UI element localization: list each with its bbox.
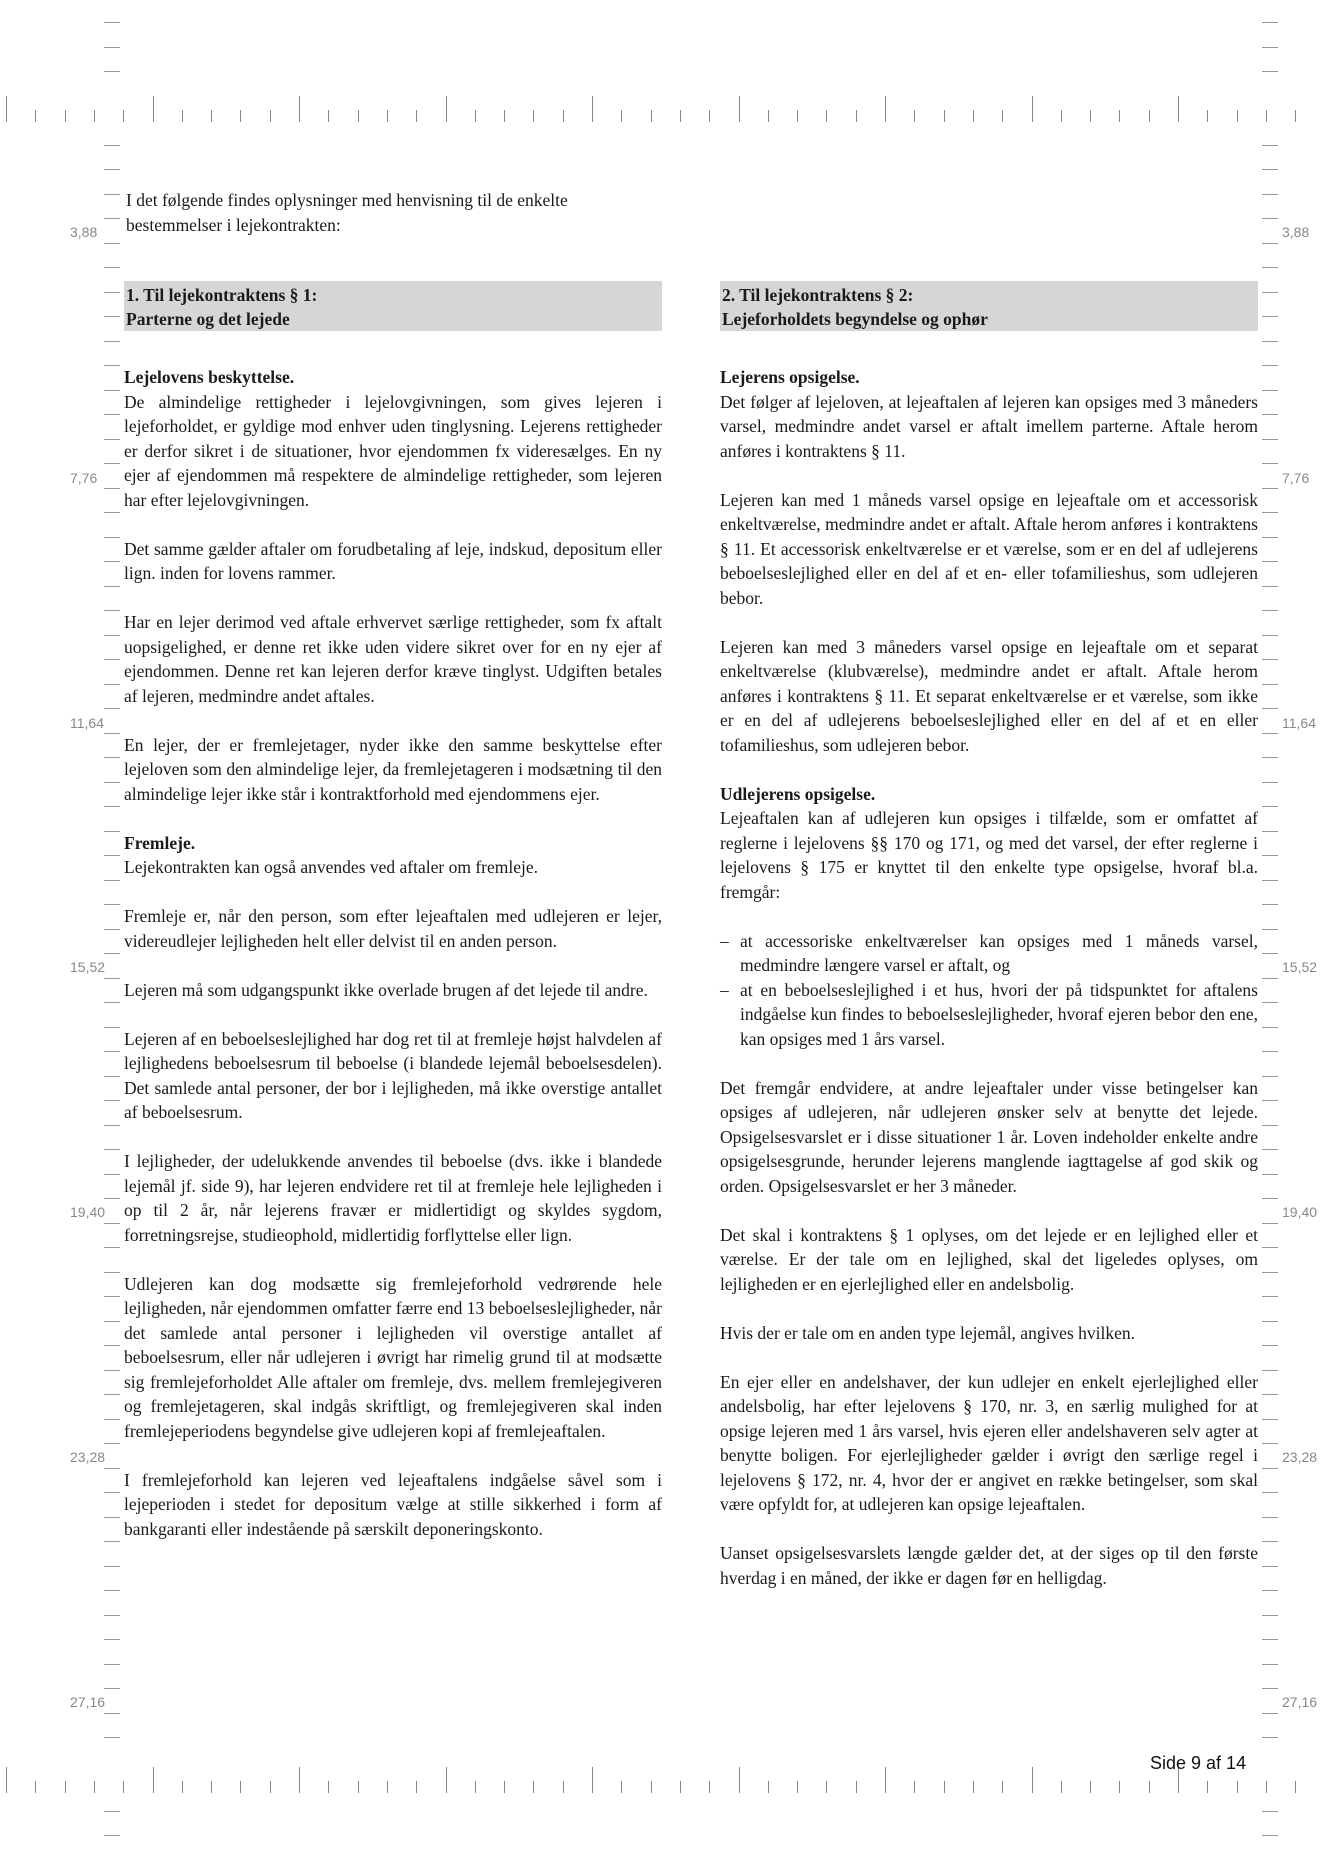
margin-guide-mark (104, 1345, 120, 1346)
ruler-minor-tick (1237, 1781, 1238, 1793)
margin-guide-mark (104, 684, 120, 685)
margin-mark-right: 27,16 (1282, 1694, 1318, 1710)
left-column (124, 281, 662, 1566)
ruler-minor-tick (1237, 110, 1238, 122)
margin-guide-mark (1262, 1247, 1278, 1248)
list-item: – at en beboelseslejlighed i et hus, hvori der på tidspunktet for aftalens indgåelse kun findes to beboelseslejligheder, hvoraf ejeren bebor den ene, kan opsiges med 1 års varsel. (720, 978, 1258, 1052)
margin-guide-mark (1262, 390, 1278, 391)
margin-guide-mark (1262, 1517, 1278, 1518)
ruler-minor-tick (387, 110, 388, 122)
margin-mark-left: 19,40 (70, 1204, 106, 1220)
ruler-minor-tick (1002, 110, 1003, 122)
margin-mark-right: 7,76 (1282, 470, 1310, 486)
margin-guide-mark (1262, 537, 1278, 538)
intro-text: I det følgende findes oplysninger med henvisning til de enkelte bestemmelser i lejekontrakten: (126, 190, 568, 235)
ruler-minor-tick (270, 1781, 271, 1793)
margin-guide-mark (104, 1713, 120, 1714)
ruler-minor-tick (1061, 1781, 1062, 1793)
paragraph: Lejeaftalen kan af udlejeren kun opsiges i tilfælde, som er omfattet af reglerne i lejelovens §§ 170 og 171, og med det varsel, der efter reglerne i lejelovens § 175 er knyttet til den enkelte type opsigelse, hvoraf bl.a. fremgår: (720, 808, 1258, 902)
margin-guide-mark (104, 267, 120, 268)
margin-guide-mark (104, 1247, 120, 1248)
ruler-minor-tick (651, 1781, 652, 1793)
subheading: Lejelovens beskyttelse. (124, 367, 295, 387)
margin-guide-mark (1262, 1615, 1278, 1616)
margin-guide-mark (1262, 439, 1278, 440)
ruler-major-tick (739, 96, 740, 122)
margin-guide-mark (104, 292, 120, 293)
margin-guide-mark (1262, 610, 1278, 611)
margin-guide-mark (104, 1811, 120, 1812)
ruler-minor-tick (475, 1781, 476, 1793)
ruler-minor-tick (1295, 1781, 1296, 1793)
margin-guide-mark (104, 635, 120, 636)
ruler-minor-tick (563, 110, 564, 122)
subheading: Udlejerens opsigelse. (720, 783, 876, 804)
margin-guide-mark (1262, 831, 1278, 832)
ruler-minor-tick (211, 110, 212, 122)
margin-guide-mark (1262, 1100, 1278, 1101)
margin-guide-mark (104, 243, 120, 244)
margin-guide-mark (104, 978, 120, 979)
margin-guide-mark (1262, 904, 1278, 905)
margin-guide-mark (104, 537, 120, 538)
margin-mark-left: 11,64 (70, 715, 104, 731)
margin-guide-mark (1262, 1272, 1278, 1273)
ruler-minor-tick (65, 110, 66, 122)
ruler-minor-tick (94, 1781, 95, 1793)
subheading: Fremleje. (124, 832, 196, 853)
margin-guide-mark (104, 145, 120, 146)
margin-guide-mark (1262, 1737, 1278, 1738)
margin-guide-mark (1262, 635, 1278, 636)
margin-guide-mark (1262, 1664, 1278, 1665)
ruler-minor-tick (680, 1781, 681, 1793)
margin-guide-mark (1262, 1835, 1278, 1836)
margin-guide-mark (104, 218, 120, 219)
ruler-minor-tick (826, 1781, 827, 1793)
margin-guide-mark (104, 561, 120, 562)
margin-guide-mark (104, 1198, 120, 1199)
top-ruler (0, 92, 1320, 122)
ruler-minor-tick (211, 1781, 212, 1793)
margin-guide-mark (104, 1296, 120, 1297)
margin-guide-mark (104, 1321, 120, 1322)
ruler-major-tick (739, 1767, 740, 1793)
margin-guide-mark (104, 1174, 120, 1175)
ruler-major-tick (885, 1767, 886, 1793)
ruler-major-tick (446, 96, 447, 122)
ruler-minor-tick (709, 1781, 710, 1793)
margin-guide-mark (1262, 1639, 1278, 1640)
margin-guide-mark (104, 1223, 120, 1224)
margin-guide-mark (104, 1149, 120, 1150)
margin-guide-mark (104, 1468, 120, 1469)
paragraph: Hvis der er tale om en anden type lejemål, angives hvilken. (720, 1322, 1136, 1343)
ruler-major-tick (153, 96, 154, 122)
ruler-major-tick (592, 1767, 593, 1793)
margin-guide-mark (1262, 733, 1278, 734)
margin-guide-mark (104, 806, 120, 807)
ruler-minor-tick (1090, 110, 1091, 122)
margin-guide-mark (104, 1394, 120, 1395)
ruler-minor-tick (35, 110, 36, 122)
right-column (720, 281, 1258, 1615)
margin-guide-mark (1262, 1468, 1278, 1469)
margin-guide-mark (1262, 365, 1278, 366)
bottom-ruler (0, 1763, 1320, 1793)
section-heading-2 (720, 281, 1258, 331)
ruler-minor-tick (94, 110, 95, 122)
margin-guide-mark (104, 1125, 120, 1126)
margin-mark-left: 7,76 (70, 470, 98, 486)
section-heading-subtitle: Lejeforholdets begyndelse og ophør (722, 309, 988, 329)
margin-guide-mark (1262, 1492, 1278, 1493)
margin-guide-mark (104, 1835, 120, 1836)
margin-guide-mark (104, 439, 120, 440)
margin-guide-mark (1262, 659, 1278, 660)
ruler-major-tick (153, 1767, 154, 1793)
ruler-minor-tick (1002, 1781, 1003, 1793)
margin-guide-mark (104, 708, 120, 709)
ruler-minor-tick (797, 110, 798, 122)
ruler-minor-tick (1266, 1781, 1267, 1793)
ruler-minor-tick (182, 110, 183, 122)
margin-guide-mark (104, 169, 120, 170)
margin-guide-mark (1262, 463, 1278, 464)
margin-guide-mark (104, 512, 120, 513)
ruler-major-tick (299, 96, 300, 122)
paragraph: Det følger af lejeloven, at lejeaftalen af lejeren kan opsiges med 3 måneders varsel, medmindre andet varsel er aftalt imellem parterne. Aftale herom anføres i kontraktens § 11. (720, 391, 1258, 461)
margin-guide-mark (1262, 488, 1278, 489)
margin-guide-mark (1262, 1541, 1278, 1542)
ruler-minor-tick (651, 110, 652, 122)
margin-guide-mark (1262, 953, 1278, 954)
ruler-minor-tick (797, 1781, 798, 1793)
margin-guide-mark (1262, 1198, 1278, 1199)
margin-guide-mark (104, 1615, 120, 1616)
margin-guide-mark (104, 390, 120, 391)
section-heading-title: 2. Til lejekontraktens § 2: (722, 285, 914, 305)
margin-guide-mark (104, 1419, 120, 1420)
ruler-major-tick (299, 1767, 300, 1793)
margin-guide-mark (1262, 267, 1278, 268)
ruler-minor-tick (416, 1781, 417, 1793)
margin-guide-mark (104, 1737, 120, 1738)
ruler-minor-tick (533, 110, 534, 122)
margin-guide-mark (1262, 1370, 1278, 1371)
ruler-minor-tick (856, 1781, 857, 1793)
ruler-major-tick (1032, 96, 1033, 122)
margin-guide-mark (104, 782, 120, 783)
margin-guide-mark (1262, 1566, 1278, 1567)
paragraph: Udlejeren kan dog modsætte sig fremlejeforhold vedrørende hele lejligheden, når ejendommen omfatter færre end 13 beboelseslejligheder, når det samlede antal personer i lejligheden vil overstige antallet af beboelsesrum, eller når udlejeren i øvrigt har rimelig grund til at modsætte sig fremlejeforholdet Alle aftaler om fremleje, dvs. mellem fremlejegiveren og fremlejetageren, skal indgås skriftligt, og fremlejegiveren skal inden fremlejeperiodens begyndelse give udlejeren kopi af fremlejeaftalen. (124, 1273, 662, 1441)
margin-mark-left: 27,16 (70, 1694, 106, 1710)
margin-guide-mark (1262, 512, 1278, 513)
margin-guide-mark (104, 757, 120, 758)
margin-mark-right: 11,64 (1282, 715, 1316, 731)
section-body-2 (720, 365, 1258, 1590)
ruler-major-tick (885, 96, 886, 122)
margin-mark-right: 23,28 (1282, 1449, 1318, 1465)
ruler-minor-tick (1090, 1781, 1091, 1793)
margin-guide-mark (1262, 1345, 1278, 1346)
ruler-minor-tick (1149, 1781, 1150, 1793)
margin-guide-mark (1262, 1002, 1278, 1003)
margin-guide-mark (104, 316, 120, 317)
margin-guide-mark (1262, 1149, 1278, 1150)
ruler-minor-tick (123, 110, 124, 122)
ruler-minor-tick (856, 110, 857, 122)
margin-guide-mark (1262, 855, 1278, 856)
paragraph: Det skal i kontraktens § 1 oplyses, om det lejede er en lejlighed eller et værelse. Er der tale om en lejlighed, skal det ligeledes oplyses, om lejligheden er en ejerlejlighed eller en andelsbolig. (720, 1224, 1258, 1294)
ruler-minor-tick (1266, 110, 1267, 122)
ruler-minor-tick (358, 1781, 359, 1793)
margin-guide-mark (1262, 1296, 1278, 1297)
ruler-major-tick (1032, 1767, 1033, 1793)
paragraph: Lejeren kan med 1 måneds varsel opsige en lejeaftale om et accessorisk enkeltværelse, medmindre andet er aftalt. Aftale herom anføres i kontraktens § 11. Et accessorisk enkeltværelse er et værelse, som er en del af udlejerens beboelseslejlighed eller en del af et en- eller tofamilieshus, som udlejeren bebor. (720, 489, 1258, 608)
margin-guide-mark (1262, 586, 1278, 587)
margin-guide-mark (104, 1272, 120, 1273)
margin-guide-mark (1262, 243, 1278, 244)
bullet-list (720, 929, 1258, 1052)
section-heading-subtitle: Parterne og det lejede (126, 309, 290, 329)
ruler-minor-tick (328, 110, 329, 122)
margin-guide-mark (104, 855, 120, 856)
margin-guide-mark (104, 194, 120, 195)
margin-guide-mark (1262, 1590, 1278, 1591)
margin-guide-mark (104, 1541, 120, 1542)
paragraph: Det samme gælder aftaler om forudbetaling af leje, indskud, depositum eller lign. inden for lovens rammer. (124, 538, 662, 583)
margin-guide-mark (1262, 71, 1278, 72)
margin-guide-mark (1262, 1394, 1278, 1395)
margin-guide-mark (104, 1076, 120, 1077)
ruler-major-tick (1178, 96, 1179, 122)
ruler-minor-tick (680, 110, 681, 122)
margin-guide-mark (104, 1443, 120, 1444)
list-item: – at accessoriske enkeltværelser kan opsiges med 1 måneds varsel, medmindre længere varsel er aftalt, og (720, 929, 1258, 978)
margin-guide-mark (104, 733, 120, 734)
margin-guide-mark (104, 1639, 120, 1640)
ruler-minor-tick (621, 1781, 622, 1793)
margin-guide-mark (104, 1100, 120, 1101)
margin-guide-mark (104, 1370, 120, 1371)
margin-guide-mark (104, 1517, 120, 1518)
ruler-minor-tick (182, 1781, 183, 1793)
ruler-minor-tick (328, 1781, 329, 1793)
ruler-minor-tick (504, 110, 505, 122)
margin-mark-right: 3,88 (1282, 224, 1310, 240)
margin-guide-mark (1262, 978, 1278, 979)
margin-guide-mark (1262, 1076, 1278, 1077)
margin-guide-mark (1262, 1223, 1278, 1224)
ruler-minor-tick (768, 110, 769, 122)
ruler-minor-tick (35, 1781, 36, 1793)
margin-guide-mark (1262, 194, 1278, 195)
section-heading-1 (124, 281, 662, 331)
ruler-minor-tick (387, 1781, 388, 1793)
margin-guide-mark (1262, 292, 1278, 293)
margin-guide-mark (1262, 218, 1278, 219)
margin-guide-mark (1262, 341, 1278, 342)
ruler-minor-tick (1149, 110, 1150, 122)
margin-guide-mark (104, 1664, 120, 1665)
margin-guide-mark (104, 610, 120, 611)
margin-guide-mark (104, 1027, 120, 1028)
paragraph: Fremleje er, når den person, som efter lejeaftalen med udlejeren er lejer, videreudlejer lejligheden helt eller delvist til en anden person. (124, 906, 662, 951)
margin-guide-mark (1262, 1051, 1278, 1052)
margin-guide-mark (104, 659, 120, 660)
margin-guide-mark (104, 904, 120, 905)
ruler-minor-tick (914, 1781, 915, 1793)
ruler-minor-tick (621, 110, 622, 122)
ruler-minor-tick (475, 110, 476, 122)
margin-guide-mark (1262, 806, 1278, 807)
ruler-major-tick (592, 96, 593, 122)
margin-guide-mark (104, 929, 120, 930)
margin-guide-mark (1262, 1027, 1278, 1028)
ruler-minor-tick (416, 110, 417, 122)
paragraph: Lejeren af en beboelseslejlighed har dog ret til at fremleje højst halvdelen af lejlighedens beboelsesrum til beboelse (i blandede lejemål beboelsesdelen). Det samlede antal personer, der bor i lejligheden, må ikke overstige antallet af beboelsesrum. (124, 1028, 662, 1122)
margin-guide-mark (1262, 22, 1278, 23)
page-number: Side 9 af 14 (1150, 1753, 1247, 1773)
margin-guide-mark (104, 1002, 120, 1003)
subheading: Lejerens opsigelse. (720, 367, 860, 387)
ruler-minor-tick (1119, 1781, 1120, 1793)
margin-guide-mark (1262, 1321, 1278, 1322)
ruler-minor-tick (1207, 1781, 1208, 1793)
section-body-1 (124, 365, 662, 1541)
paragraph: Lejeren kan med 3 måneders varsel opsige en lejeaftale om et separat enkeltværelse (klubværelse), medmindre andet er aftalt. Aftale herom anføres i kontraktens § 11. Et separat enkeltværelse er et værelse, som ikke er en del af udlejerens beboelseslejlighed eller en del af et en eller tofamilieshus, som udlejeren bebor. (720, 636, 1258, 755)
ruler-minor-tick (973, 1781, 974, 1793)
ruler-minor-tick (944, 110, 945, 122)
margin-guide-mark (1262, 1688, 1278, 1689)
paragraph: En lejer, der er fremlejetager, nyder ikke den samme beskyttelse efter lejeloven som den almindelige lejer, da fremlejetageren i modsætning til den almindelige lejer ikke står i kontraktforhold med ejendommens ejer. (124, 734, 662, 804)
ruler-minor-tick (914, 110, 915, 122)
margin-guide-mark (104, 953, 120, 954)
margin-mark-right: 15,52 (1282, 959, 1318, 975)
ruler-minor-tick (1061, 110, 1062, 122)
ruler-minor-tick (1295, 110, 1296, 122)
margin-guide-mark (1262, 1811, 1278, 1812)
ruler-minor-tick (240, 110, 241, 122)
margin-guide-mark (1262, 757, 1278, 758)
margin-guide-mark (1262, 414, 1278, 415)
paragraph: Lejeren må som udgangspunkt ikke overlade brugen af det lejede til andre. (124, 979, 648, 1000)
ruler-minor-tick (768, 1781, 769, 1793)
margin-mark-left: 23,28 (70, 1449, 106, 1465)
ruler-minor-tick (358, 110, 359, 122)
margin-guide-mark (1262, 1125, 1278, 1126)
ruler-major-tick (446, 1767, 447, 1793)
paragraph: I fremlejeforhold kan lejeren ved lejeaftalens indgåelse såvel som i lejeperioden i stedet for depositum vælge at stille sikkerhed i form af bankgaranti eller indestående på særskilt deponeringskonto. (124, 1469, 662, 1539)
ruler-minor-tick (563, 1781, 564, 1793)
ruler-minor-tick (1119, 110, 1120, 122)
margin-guide-mark (104, 71, 120, 72)
ruler-minor-tick (533, 1781, 534, 1793)
margin-guide-mark (1262, 684, 1278, 685)
margin-guide-mark (104, 586, 120, 587)
margin-guide-mark (1262, 782, 1278, 783)
ruler-minor-tick (709, 110, 710, 122)
margin-guide-mark (104, 47, 120, 48)
section-heading-title: 1. Til lejekontraktens § 1: (126, 285, 318, 305)
margin-guide-mark (104, 1590, 120, 1591)
paragraph: Det fremgår endvidere, at andre lejeaftaler under visse betingelser kan opsiges af udlejeren, når udlejeren ønsker selv at benytte det lejede. Opsigelsesvarslet er i disse situationer 1 år. Loven indeholder enkelte andre opsigelsesgrunde, herunder lejerens manglende iagttagelse af god skik og orden. Opsigelsesvarslet er her 3 måneder. (720, 1077, 1258, 1196)
ruler-minor-tick (240, 1781, 241, 1793)
margin-guide-mark (1262, 316, 1278, 317)
margin-guide-mark (1262, 561, 1278, 562)
margin-guide-mark (104, 1051, 120, 1052)
ruler-minor-tick (270, 110, 271, 122)
margin-mark-right: 19,40 (1282, 1204, 1318, 1220)
margin-guide-mark (104, 1492, 120, 1493)
paragraph: I lejligheder, der udelukkende anvendes til beboelse (dvs. ikke i blandede lejemål jf. side 9), har lejeren endvidere ret til at fremleje hele lejligheden i op til 2 år, når lejerens fravær er midlertidigt og skyldes sygdom, forretningsrejse, studieophold, midlertidig forflyttelse eller lign. (124, 1151, 662, 1245)
paragraph: Har en lejer derimod ved aftale erhvervet særlige rettigheder, som fx aftalt uopsigelighed, er denne ret ikke uden videre sikret over for en ny ejer af ejendommen. Denne ret kan lejeren derfor kræve tinglyst. Udgiften betales af lejeren, medmindre andet aftales. (124, 612, 662, 706)
margin-guide-mark (104, 365, 120, 366)
ruler-minor-tick (944, 1781, 945, 1793)
ruler-major-tick (6, 96, 7, 122)
ruler-minor-tick (123, 1781, 124, 1793)
margin-mark-left: 3,88 (70, 224, 98, 240)
ruler-minor-tick (65, 1781, 66, 1793)
margin-guide-mark (1262, 708, 1278, 709)
paragraph: Lejekontrakten kan også anvendes ved aftaler om fremleje. (124, 857, 538, 877)
margin-guide-mark (104, 1566, 120, 1567)
paragraph: De almindelige rettigheder i lejelovgivningen, som gives lejeren i lejeforholdet, er gyldige mod enhver uden tinglysning. Lejerens rettigheder er derfor sikret i de situationer, hvor ejendommen fx videresælges. En ny ejer af ejendommen må respektere de almindelige rettigheder, som lejeren har efter lejelovgivningen. (124, 391, 662, 510)
margin-guide-mark (104, 880, 120, 881)
margin-guide-mark (1262, 1443, 1278, 1444)
margin-guide-mark (1262, 1174, 1278, 1175)
ruler-minor-tick (504, 1781, 505, 1793)
margin-guide-mark (104, 831, 120, 832)
margin-guide-mark (1262, 880, 1278, 881)
paragraph: Uanset opsigelsesvarslets længde gælder det, at der siges op til den første hverdag i en måned, der ikke er dagen før en helligdag. (720, 1543, 1258, 1588)
margin-guide-mark (1262, 1419, 1278, 1420)
margin-guide-mark (104, 22, 120, 23)
margin-guide-mark (1262, 1713, 1278, 1714)
ruler-major-tick (6, 1767, 7, 1793)
margin-guide-mark (1262, 929, 1278, 930)
ruler-minor-tick (826, 110, 827, 122)
margin-guide-mark (104, 414, 120, 415)
ruler-minor-tick (1207, 110, 1208, 122)
margin-guide-mark (104, 463, 120, 464)
paragraph: En ejer eller en andelshaver, der kun udlejer en enkelt ejerlejlighed eller andelsbolig, har efter lejelovens § 170, nr. 3, en særlig mulighed for at opsige lejeren med 1 års varsel, hvis ejeren eller andelshaveren selv agter at benytte boligen. For ejerlejligheder gælder i øvrigt den særlige regel i lejelovens § 172, nr. 4, hvor der er angivet en række betingelser, som skal være opfyldt for, at udlejeren kan opsige lejeaftalen. (720, 1371, 1258, 1514)
margin-guide-mark (104, 488, 120, 489)
margin-guide-mark (1262, 145, 1278, 146)
ruler-minor-tick (973, 110, 974, 122)
margin-guide-mark (1262, 47, 1278, 48)
margin-guide-mark (1262, 169, 1278, 170)
margin-mark-left: 15,52 (70, 959, 106, 975)
margin-guide-mark (104, 1688, 120, 1689)
margin-guide-mark (104, 341, 120, 342)
